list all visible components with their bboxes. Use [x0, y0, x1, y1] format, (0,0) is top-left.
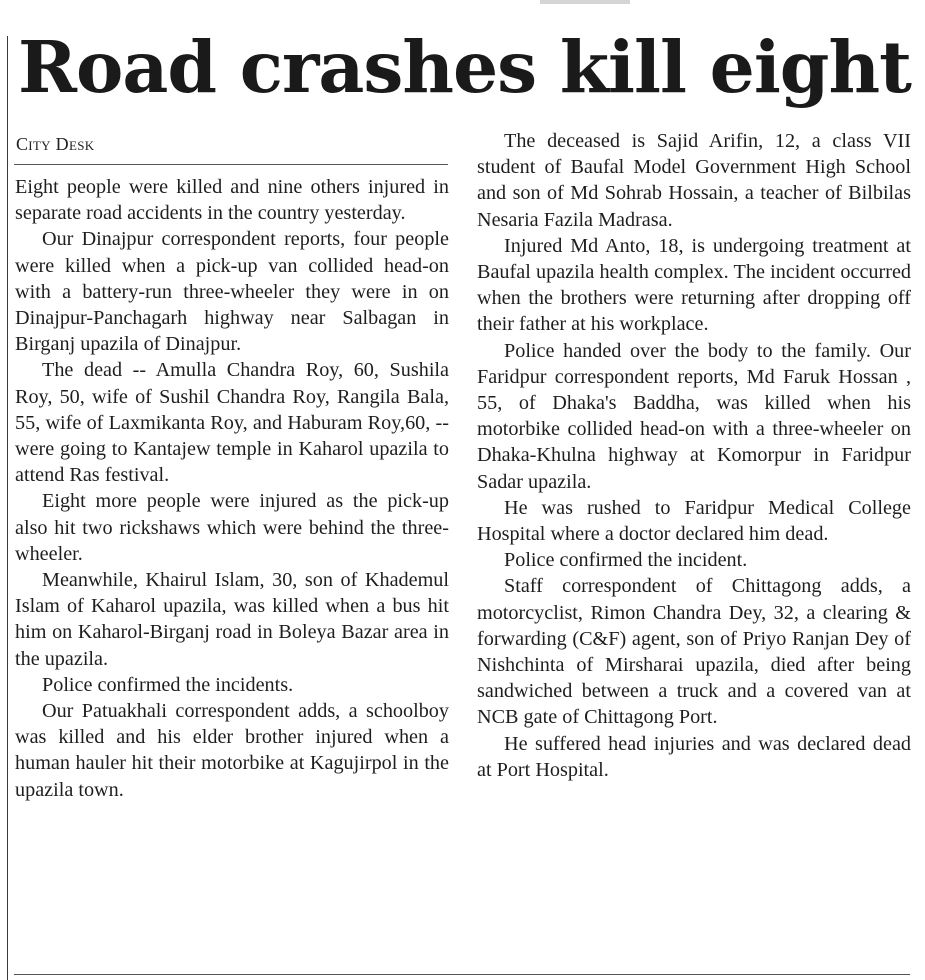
paragraph: Police handed over the body to the family. Our Faridpur correspondent reports, Md Faruk Hossan , 55, of Dhaka's Baddha, was killed when his motorbike collided head-on with a three-wheeler on Dhaka-Khulna highway at Komorpur in Faridpur Sadar upazila.: [477, 339, 911, 493]
byline-divider: [14, 164, 448, 165]
byline: City Desk: [16, 134, 95, 154]
paragraph: The deceased is Sajid Arifin, 12, a class VII student of Baufal Model Government High School and son of Md Sohrab Hossain, a teacher of Bilbilas Nesaria Fazila Madrasa.: [477, 130, 911, 231]
article-column-right: [477, 128, 911, 783]
bottom-divider: [14, 974, 910, 975]
paragraph: Meanwhile, Khairul Islam, 30, son of Khademul Islam of Kaharol upazila, was killed when a bus hit him on Kaharol-Birganj road in Boleya Bazar area in the upazila.: [15, 569, 449, 670]
paragraph: Police confirmed the incident.: [504, 549, 748, 572]
paragraph: Eight people were killed and nine others injured in separate road accidents in the country yesterday.: [15, 176, 449, 225]
headline: Road crashes kill eight: [18, 25, 911, 109]
column-rule-left: [7, 36, 8, 980]
paragraph: He was rushed to Faridpur Medical College Hospital where a doctor declared him dead.: [477, 496, 911, 546]
paragraph: Our Patuakhali correspondent adds, a schoolboy was killed and his elder brother injured when a human hauler hit their motorbike at Kagujirpol in the upazila town.: [15, 700, 449, 801]
paragraph: Staff correspondent of Chittagong adds, a motorcyclist, Rimon Chandra Dey, 32, a clearing & forwarding (C&F) agent, son of Priyo Ranjan Dey of Nishchinta of Mirsharai upazila, died after being sandwiched between a truck and a covered van at NCB gate of Chittagong Port.: [477, 575, 911, 729]
paragraph: Our Dinajpur correspondent reports, four people were killed when a pick-up van collided head-on with a battery-run three-wheeler they were in on Dinajpur-Panchagarh highway near Salbagan in Birganj upazila of Dinajpur.: [15, 228, 449, 356]
scan-smudge: [540, 0, 630, 4]
paragraph: Police confirmed the incidents.: [42, 673, 294, 696]
paragraph: Injured Md Anto, 18, is undergoing treatment at Baufal upazila health complex. The incident occurred when the brothers were returning after dropping off their father at his workplace.: [477, 234, 911, 336]
paragraph: He suffered head injuries and was declared dead at Port Hospital.: [477, 732, 911, 781]
paragraph: The dead -- Amulla Chandra Roy, 60, Sushila Roy, 50, wife of Sushil Chandra Roy, Rangila Bala, 55, wife of Laxmikanta Roy, and Haburam Roy,60, -- were going to Kantajew temple in Kaharol upazila to attend Ras festival.: [15, 359, 449, 487]
article-column-left: [15, 174, 449, 803]
paragraph: Eight more people were injured as the pick-up also hit two rickshaws which were behind the three-wheeler.: [15, 490, 449, 565]
